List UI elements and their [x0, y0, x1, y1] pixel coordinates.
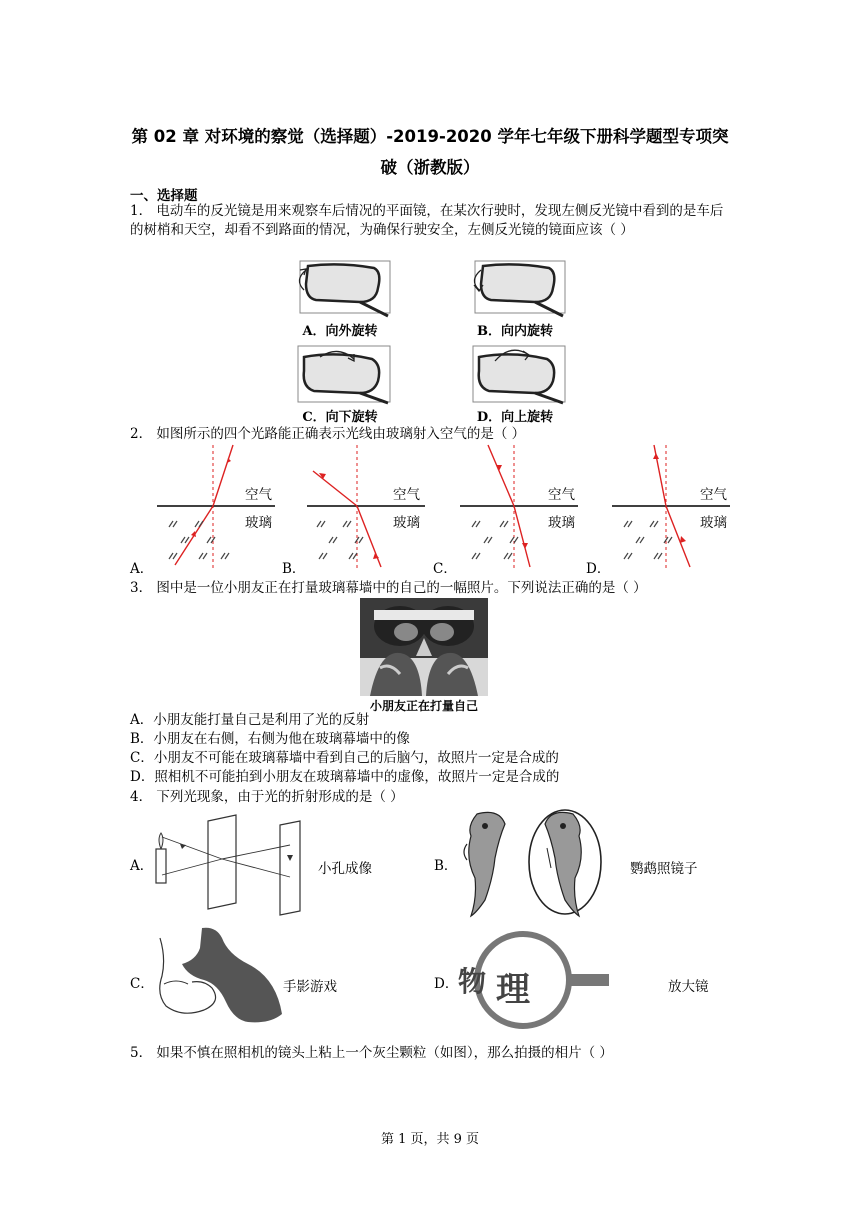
light-path-diagram-b	[305, 443, 440, 573]
mirror-figure-d	[465, 343, 575, 405]
parrot-mirror-figure	[455, 808, 605, 918]
question-5-text: 5． 如果不慎在照相机的镜头上粘上一个灰尘颗粒（如图），那么拍摄的相片（ ）	[130, 1045, 613, 1061]
glass-label-d: 玻璃	[700, 515, 727, 531]
option-letter-2c: C．	[433, 561, 457, 577]
mirror-figure-a	[290, 258, 400, 320]
mirror-figure-c	[290, 343, 400, 405]
question-2-text: 2． 如图所示的四个光路能正确表示光线由玻璃射入空气的是（ ）	[130, 426, 526, 442]
question-1-text: 1． 电动车的反光镜是用来观察车后情况的平面镜，在某次行驶时，发现左侧反光镜中看到的是车后的树梢和天空，却看不到路面的情况，为确保行驶安全，左侧反光镜的镜面应该（ ）	[130, 203, 724, 238]
option-letter-4c: C．	[130, 976, 154, 992]
magnifier-char-2: 理	[496, 970, 530, 1010]
label-magnifier: 放大镜	[668, 979, 709, 995]
air-label-d: 空气	[700, 487, 727, 503]
option-letter-4d: D．	[434, 976, 459, 992]
air-label-b: 空气	[393, 487, 420, 503]
mirror-caption-a: A．向外旋转	[302, 324, 378, 339]
mirror-caption-d: D．向上旋转	[476, 410, 554, 425]
option-letter-2b: B．	[282, 561, 306, 577]
option-3a: A．小朋友能打量自己是利用了光的反射	[130, 712, 370, 728]
question-4-text: 4． 下列光现象，由于光的折射形成的是（ ）	[130, 789, 404, 805]
option-letter-4b: B．	[434, 858, 458, 874]
label-pinhole: 小孔成像	[318, 861, 372, 877]
option-letter-2d: D．	[586, 561, 611, 577]
child-mirror-photo	[360, 598, 488, 696]
glass-label-a: 玻璃	[245, 515, 272, 531]
air-label-c: 空气	[548, 487, 575, 503]
mirror-figure-b	[465, 258, 575, 320]
air-label-a: 空气	[245, 487, 272, 503]
glass-label-b: 玻璃	[393, 515, 420, 531]
option-3d: D．照相机不可能拍到小朋友在玻璃幕墙中的虚像，故照片一定是合成的	[130, 769, 560, 785]
page-title-line2: 破（浙教版）	[380, 158, 480, 177]
option-letter-2a: A．	[130, 561, 154, 577]
label-parrot-mirror: 鹦鹉照镜子	[630, 861, 698, 877]
mirror-caption-c: C．向下旋转	[302, 410, 378, 425]
light-path-diagram-a	[155, 443, 290, 573]
photo-caption: 小朋友正在打量自己	[369, 699, 478, 713]
option-3b: B．小朋友在右侧，右侧为他在玻璃幕墙中的像	[130, 731, 410, 747]
option-letter-4a: A．	[130, 858, 154, 874]
mirror-caption-b: B．向内旋转	[477, 324, 553, 339]
pinhole-imaging-figure	[152, 815, 312, 915]
magnifier-char-1: 物	[458, 965, 487, 998]
light-path-diagram-c	[458, 443, 593, 573]
light-path-diagram-d	[610, 443, 745, 573]
label-hand-shadow: 手影游戏	[283, 979, 337, 995]
hand-shadow-figure	[152, 924, 287, 1024]
glass-label-c: 玻璃	[548, 515, 575, 531]
page-footer: 第 1 页，共 9 页	[380, 1132, 480, 1147]
option-3c: C．小朋友不可能在玻璃幕墙中看到自己的后脑勺，故照片一定是合成的	[130, 750, 559, 766]
question-3-text: 3． 图中是一位小朋友正在打量玻璃幕墙中的自己的一幅照片。下列说法正确的是（ ）	[130, 580, 647, 596]
page-title-line1: 第 02 章 对环境的察觉（选择题）-2019-2020 学年七年级下册科学题型专项突	[131, 127, 729, 146]
section-heading: 一、选择题	[130, 188, 198, 204]
